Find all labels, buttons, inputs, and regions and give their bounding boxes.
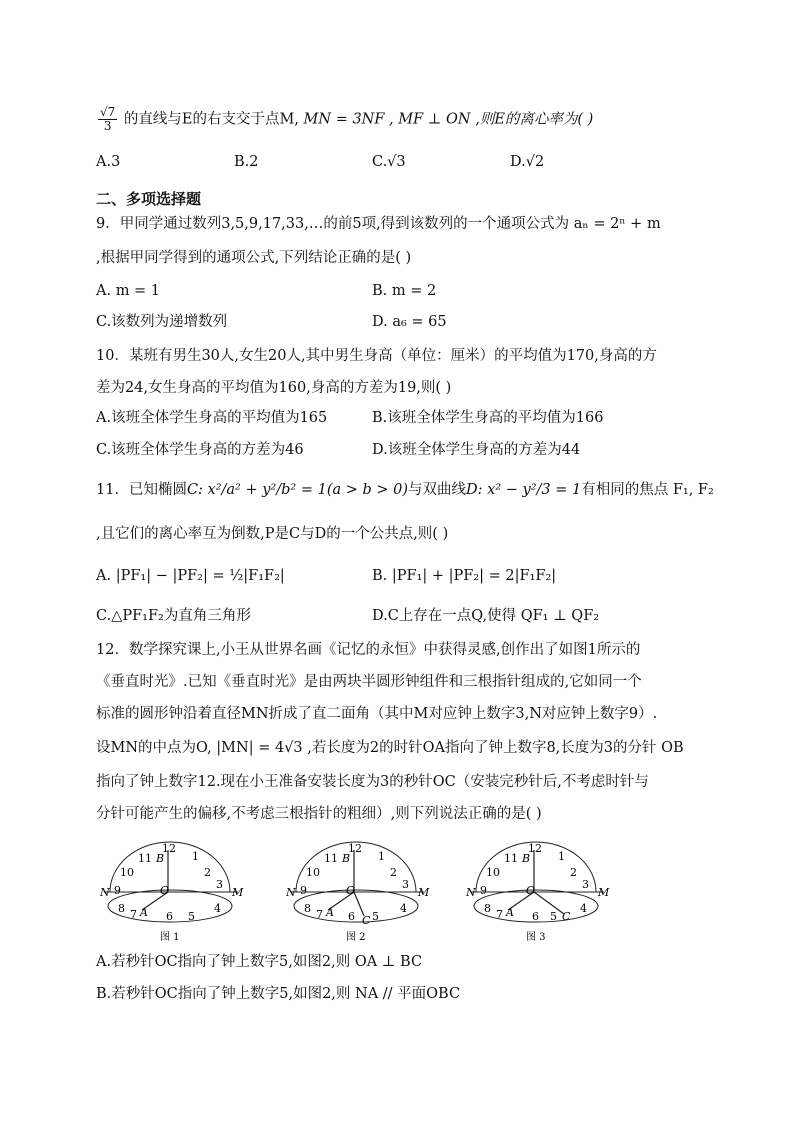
svg-text:B: B	[342, 852, 351, 865]
svg-text:2: 2	[570, 866, 577, 879]
q10-option-c: C.该班全体学生身高的方差为46	[96, 442, 304, 458]
figure-3	[466, 836, 616, 946]
svg-text:N: N	[100, 886, 110, 899]
q8-option-b: B.2	[234, 154, 259, 170]
svg-text:11: 11	[324, 852, 338, 865]
q11-option-b: B. |PF₁| + |PF₂| = 2|F₁F₂|	[372, 568, 557, 584]
svg-text:12: 12	[348, 842, 362, 855]
figure-3-caption: 图 3	[526, 932, 546, 943]
q9-option-a: A. m = 1	[96, 283, 161, 299]
q11-suffix: 有相同的焦点 F₁, F₂	[581, 482, 714, 498]
q11-option-d: D.C上存在一点Q,使得 QF₁ ⊥ QF₂	[372, 608, 600, 624]
svg-text:10: 10	[486, 866, 500, 879]
svg-text:O: O	[346, 884, 356, 897]
q10-line2: 差为24,女生身高的平均值为160,身高的方差为19,则( )	[96, 380, 452, 396]
svg-text:A: A	[140, 906, 148, 919]
figure-2-caption: 图 2	[346, 932, 366, 943]
svg-text:9: 9	[300, 884, 307, 897]
q9-line1: 9．甲同学通过数列3,5,9,17,33,…的前5项,得到该数列的一个通项公式为 aₙ = 2ⁿ + m	[96, 216, 661, 232]
svg-text:B: B	[156, 852, 165, 865]
q8-vector-eq: MN = 3NF	[303, 111, 385, 128]
svg-text:O: O	[526, 884, 536, 897]
q10-option-a: A.该班全体学生身高的平均值为165	[96, 410, 328, 426]
svg-text:A: A	[326, 906, 334, 919]
svg-text:8: 8	[304, 902, 311, 915]
figure-1	[100, 836, 250, 946]
q12-option-b: B.若秒针OC指向了钟上数字5,如图2,则 NA // 平面OBC	[96, 986, 461, 1002]
q8-option-d: D.√2	[510, 154, 545, 170]
svg-text:5: 5	[550, 910, 557, 923]
svg-text:8: 8	[118, 902, 125, 915]
q11-prefix: 11．已知椭圆	[96, 482, 187, 498]
q8-option-c: C.√3	[372, 154, 406, 170]
svg-text:1: 1	[192, 850, 199, 863]
q11-option-c: C.△PF₁F₂为直角三角形	[96, 608, 251, 624]
svg-text:O: O	[160, 884, 170, 897]
svg-text:4: 4	[214, 902, 221, 915]
q8-frac-num: √7	[100, 105, 116, 119]
svg-text:B: B	[522, 852, 531, 865]
svg-text:6: 6	[348, 910, 355, 923]
svg-text:8: 8	[484, 902, 491, 915]
svg-text:6: 6	[532, 910, 539, 923]
q12-line1: 12．数学探究课上,小王从世界名画《记忆的永恒》中获得灵感,创作出了如图1所示的	[96, 642, 641, 658]
q11-mid: 与双曲线	[408, 482, 467, 498]
svg-text:1: 1	[378, 850, 385, 863]
q10-option-b: B.该班全体学生身高的平均值为166	[372, 410, 604, 426]
svg-text:5: 5	[188, 910, 195, 923]
svg-text:4: 4	[580, 902, 587, 915]
q8-frac-den: 3	[103, 119, 112, 133]
q11-line1	[96, 480, 714, 500]
svg-text:1: 1	[558, 850, 565, 863]
svg-text:2: 2	[390, 866, 397, 879]
svg-text:C: C	[562, 910, 571, 923]
svg-text:N: N	[286, 886, 296, 899]
svg-text:M: M	[418, 886, 430, 899]
svg-text:M: M	[598, 886, 610, 899]
svg-text:7: 7	[316, 908, 323, 921]
q8-line	[96, 106, 593, 133]
q8-fraction	[98, 106, 117, 133]
svg-text:2: 2	[204, 866, 211, 879]
section-title: 二、多项选择题	[96, 190, 202, 208]
q12-line4: 设MN的中点为O, |MN| = 4√3 ,若长度为2的时针OA指向了钟上数字8,长度为3的分针 OB	[96, 740, 684, 756]
q9-option-c: C.该数列为递增数列	[96, 314, 228, 330]
q12-option-a: A.若秒针OC指向了钟上数字5,如图2,则 OA ⊥ BC	[96, 954, 423, 970]
q12-line3: 标准的圆形钟沿着直径MN折成了直二面角（其中M对应钟上数字3,N对应钟上数字9）.	[96, 706, 658, 722]
svg-text:4: 4	[400, 902, 407, 915]
q12-line2: 《垂直时光》.已知《垂直时光》是由两块半圆形钟组件和三根指针组成的,它如同一个	[96, 674, 642, 690]
svg-text:A: A	[506, 906, 514, 919]
svg-text:10: 10	[306, 866, 320, 879]
svg-text:11: 11	[504, 852, 518, 865]
svg-text:3: 3	[216, 878, 223, 891]
svg-text:9: 9	[114, 884, 121, 897]
q11-hyperbola: D: x² − y²/3 = 1	[466, 482, 582, 498]
q9-line2: ,根据甲同学得到的通项公式,下列结论正确的是( )	[96, 250, 412, 266]
svg-text:N: N	[466, 886, 476, 899]
q11-option-a: A. |PF₁| − |PF₂| = ½|F₁F₂|	[96, 568, 285, 584]
svg-text:3: 3	[582, 878, 589, 891]
svg-text:3: 3	[402, 878, 409, 891]
q11-line2: ,且它们的离心率互为倒数,P是C与D的一个公共点,则( )	[96, 526, 449, 542]
figure-2	[286, 836, 436, 946]
q10-option-d: D.该班全体学生身高的方差为44	[372, 442, 581, 458]
q11-ellipse: C: x²/a² + y²/b² = 1(a > b > 0)	[186, 482, 409, 498]
q12-line6: 分针可能产生的偏移,不考虑三根指针的粗细）,则下列说法正确的是( )	[96, 806, 542, 822]
svg-text:12: 12	[162, 842, 176, 855]
svg-text:6: 6	[166, 910, 173, 923]
svg-text:12: 12	[528, 842, 542, 855]
q12-line5: 指向了钟上数字12.现在小王准备安装长度为3的秒针OC（安装完秒针后,不考虑时针与	[96, 774, 649, 790]
q9-option-b: B. m = 2	[372, 283, 437, 299]
q8-text: 的直线与E的右支交于点M,	[123, 111, 304, 128]
svg-text:11: 11	[138, 852, 152, 865]
svg-text:7: 7	[130, 908, 137, 921]
svg-text:7: 7	[496, 908, 503, 921]
q10-line1: 10．某班有男生30人,女生20人,其中男生身高（单位：厘米）的平均值为170,身高的方	[96, 348, 657, 364]
figure-1-caption: 图 1	[160, 932, 180, 943]
svg-text:C: C	[362, 914, 371, 927]
q8-condition: , MF ⊥ ON ,则E的离心率为( )	[389, 111, 594, 128]
svg-text:10: 10	[120, 866, 134, 879]
q9-option-d: D. a₆ = 65	[372, 314, 447, 330]
svg-text:M: M	[232, 886, 244, 899]
q8-option-a: A.3	[96, 154, 121, 170]
svg-text:5: 5	[372, 910, 379, 923]
svg-text:9: 9	[480, 884, 487, 897]
